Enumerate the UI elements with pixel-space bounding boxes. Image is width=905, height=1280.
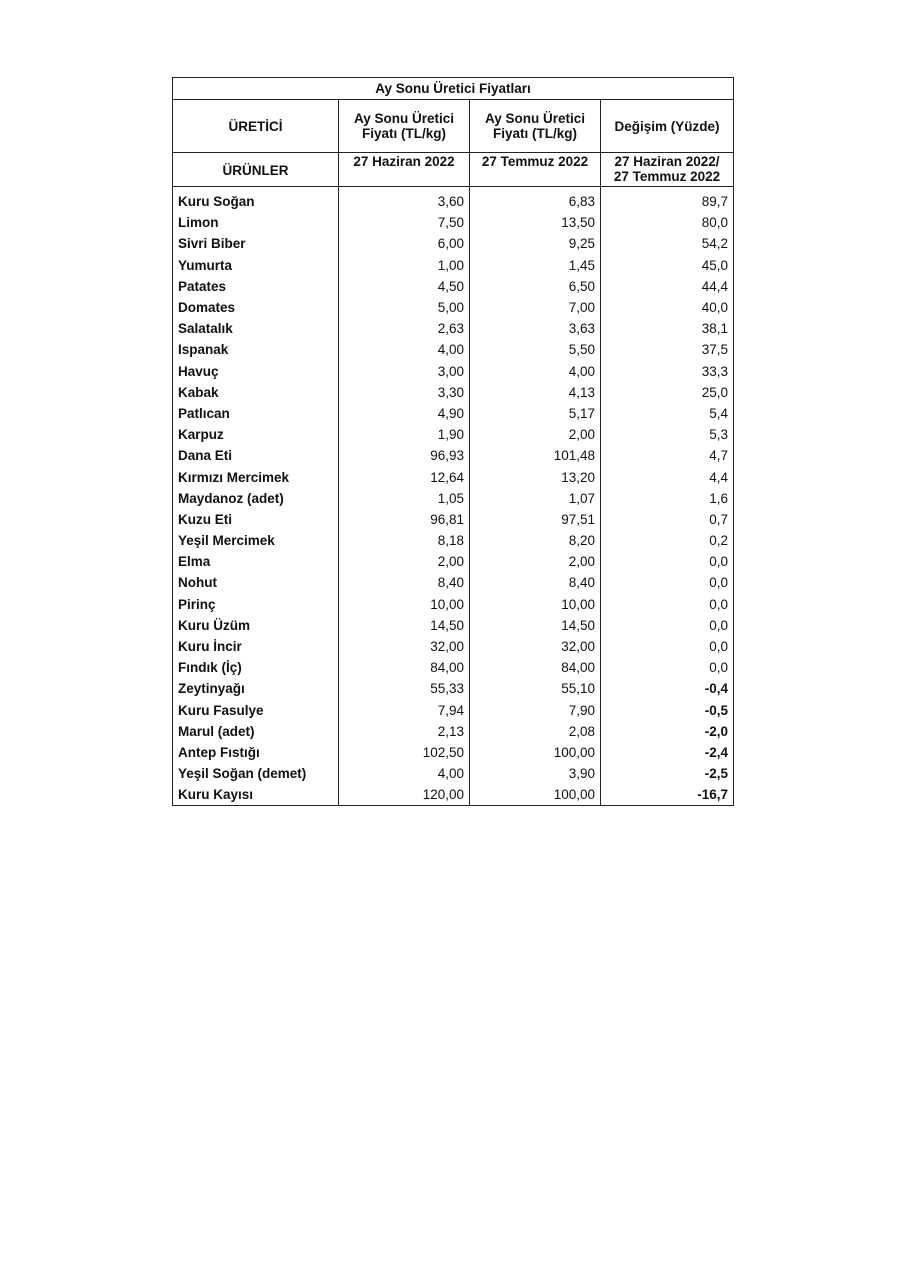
table-row	[173, 488, 734, 509]
july-price-cell: 1,45	[470, 255, 601, 276]
change-cell: 1,6	[601, 488, 734, 509]
june-price-cell: 1,00	[339, 255, 470, 276]
july-price-cell: 9,25	[470, 233, 601, 254]
july-price-cell: 7,00	[470, 297, 601, 318]
table-row	[173, 403, 734, 424]
table-row	[173, 678, 734, 699]
table-title: Ay Sonu Üretici Fiyatları	[173, 78, 734, 100]
june-price-cell: 1,05	[339, 488, 470, 509]
june-price-cell: 96,81	[339, 509, 470, 530]
product-name-cell: Salatalık	[173, 318, 339, 339]
change-cell: 0,0	[601, 615, 734, 636]
change-cell: 0,0	[601, 636, 734, 657]
table-row	[173, 318, 734, 339]
change-cell: 33,3	[601, 361, 734, 382]
product-name-cell: Elma	[173, 551, 339, 572]
product-name-cell: Limon	[173, 212, 339, 233]
table-row	[173, 191, 734, 212]
product-name-cell: Yeşil Soğan (demet)	[173, 763, 339, 784]
product-name-cell: Ispanak	[173, 339, 339, 360]
table-row	[173, 466, 734, 487]
table-row	[173, 530, 734, 551]
product-name-cell: Nohut	[173, 572, 339, 593]
june-price-header: Ay Sonu Üretici Fiyatı (TL/kg)	[339, 100, 470, 153]
july-price-cell: 13,20	[470, 466, 601, 487]
table-row	[173, 763, 734, 784]
july-price-cell: 84,00	[470, 657, 601, 678]
july-price-cell: 2,00	[470, 551, 601, 572]
table-row	[173, 509, 734, 530]
change-cell: -2,4	[601, 742, 734, 763]
change-cell: 0,0	[601, 657, 734, 678]
table-row	[173, 276, 734, 297]
june-price-cell: 4,00	[339, 763, 470, 784]
table-row	[173, 255, 734, 276]
change-cell: -0,5	[601, 700, 734, 721]
july-price-cell: 8,40	[470, 572, 601, 593]
june-price-cell: 8,40	[339, 572, 470, 593]
june-price-cell: 102,50	[339, 742, 470, 763]
june-price-cell: 7,50	[339, 212, 470, 233]
product-name-cell: Kuru İncir	[173, 636, 339, 657]
producer-header: ÜRETİCİ	[173, 100, 339, 153]
change-cell: 0,0	[601, 551, 734, 572]
july-price-cell: 97,51	[470, 509, 601, 530]
product-name-cell: Yeşil Mercimek	[173, 530, 339, 551]
product-name-cell: Domates	[173, 297, 339, 318]
product-name-cell: Fındık (İç)	[173, 657, 339, 678]
july-price-cell: 14,50	[470, 615, 601, 636]
june-price-cell: 10,00	[339, 594, 470, 615]
product-name-cell: Havuç	[173, 361, 339, 382]
product-name-cell: Kırmızı Mercimek	[173, 466, 339, 487]
june-price-cell: 4,90	[339, 403, 470, 424]
july-price-cell: 2,00	[470, 424, 601, 445]
change-cell: 38,1	[601, 318, 734, 339]
change-cell: 25,0	[601, 382, 734, 403]
june-price-cell: 4,00	[339, 339, 470, 360]
june-price-cell: 6,00	[339, 233, 470, 254]
table-row	[173, 615, 734, 636]
table-body	[173, 78, 734, 806]
change-cell: 45,0	[601, 255, 734, 276]
change-cell: 5,4	[601, 403, 734, 424]
product-name-cell: Pirinç	[173, 594, 339, 615]
change-cell: 0,7	[601, 509, 734, 530]
table-title-row	[173, 78, 734, 100]
table-row	[173, 424, 734, 445]
july-date-header: 27 Temmuz 2022	[470, 153, 601, 187]
june-price-cell: 3,30	[339, 382, 470, 403]
july-price-cell: 5,50	[470, 339, 601, 360]
table-row	[173, 551, 734, 572]
table-row	[173, 361, 734, 382]
july-price-cell: 3,63	[470, 318, 601, 339]
producer-price-table	[172, 77, 734, 806]
june-price-cell: 32,00	[339, 636, 470, 657]
june-price-cell: 3,00	[339, 361, 470, 382]
header-row	[173, 100, 734, 153]
product-name-cell: Zeytinyağı	[173, 678, 339, 699]
june-price-cell: 3,60	[339, 191, 470, 212]
product-name-cell: Kuru Fasulye	[173, 700, 339, 721]
june-price-cell: 2,13	[339, 721, 470, 742]
product-name-cell: Antep Fıstığı	[173, 742, 339, 763]
july-price-cell: 100,00	[470, 784, 601, 806]
table-row	[173, 657, 734, 678]
change-cell: 4,4	[601, 466, 734, 487]
date-range-header: 27 Haziran 2022/ 27 Temmuz 2022	[601, 153, 734, 187]
july-price-cell: 3,90	[470, 763, 601, 784]
july-price-cell: 4,00	[470, 361, 601, 382]
change-cell: 5,3	[601, 424, 734, 445]
july-price-cell: 6,83	[470, 191, 601, 212]
product-name-cell: Kabak	[173, 382, 339, 403]
july-price-cell: 10,00	[470, 594, 601, 615]
july-price-cell: 2,08	[470, 721, 601, 742]
june-price-cell: 2,63	[339, 318, 470, 339]
june-price-cell: 1,90	[339, 424, 470, 445]
change-cell: 0,0	[601, 572, 734, 593]
july-price-cell: 55,10	[470, 678, 601, 699]
product-name-cell: Karpuz	[173, 424, 339, 445]
change-cell: 0,2	[601, 530, 734, 551]
product-name-cell: Sivri Biber	[173, 233, 339, 254]
july-price-cell: 6,50	[470, 276, 601, 297]
june-price-cell: 8,18	[339, 530, 470, 551]
june-price-cell: 7,94	[339, 700, 470, 721]
products-header: ÜRÜNLER	[173, 153, 339, 187]
change-cell: -2,0	[601, 721, 734, 742]
change-cell: 44,4	[601, 276, 734, 297]
table-row	[173, 742, 734, 763]
change-cell: 40,0	[601, 297, 734, 318]
table-row	[173, 382, 734, 403]
june-price-cell: 12,64	[339, 466, 470, 487]
july-price-cell: 13,50	[470, 212, 601, 233]
table-row	[173, 636, 734, 657]
change-cell: 80,0	[601, 212, 734, 233]
change-cell: -2,5	[601, 763, 734, 784]
june-price-cell: 14,50	[339, 615, 470, 636]
product-name-cell: Kuru Üzüm	[173, 615, 339, 636]
change-cell: 37,5	[601, 339, 734, 360]
table-row	[173, 700, 734, 721]
table-row	[173, 445, 734, 466]
table-row	[173, 572, 734, 593]
product-name-cell: Patates	[173, 276, 339, 297]
product-name-cell: Kuru Kayısı	[173, 784, 339, 806]
july-price-cell: 7,90	[470, 700, 601, 721]
table-row	[173, 297, 734, 318]
july-price-header: Ay Sonu Üretici Fiyatı (TL/kg)	[470, 100, 601, 153]
change-cell: 0,0	[601, 594, 734, 615]
product-name-cell: Dana Eti	[173, 445, 339, 466]
june-price-cell: 5,00	[339, 297, 470, 318]
june-price-cell: 55,33	[339, 678, 470, 699]
change-cell: 54,2	[601, 233, 734, 254]
change-header: Değişim (Yüzde)	[601, 100, 734, 153]
june-price-cell: 96,93	[339, 445, 470, 466]
july-price-cell: 8,20	[470, 530, 601, 551]
june-price-cell: 120,00	[339, 784, 470, 806]
june-date-header: 27 Haziran 2022	[339, 153, 470, 187]
product-name-cell: Maydanoz (adet)	[173, 488, 339, 509]
product-name-cell: Kuzu Eti	[173, 509, 339, 530]
july-price-cell: 32,00	[470, 636, 601, 657]
product-name-cell: Patlıcan	[173, 403, 339, 424]
change-cell: 4,7	[601, 445, 734, 466]
change-cell: -0,4	[601, 678, 734, 699]
july-price-cell: 1,07	[470, 488, 601, 509]
table-row	[173, 784, 734, 806]
change-cell: 89,7	[601, 191, 734, 212]
table-row	[173, 212, 734, 233]
table-row	[173, 721, 734, 742]
product-name-cell: Yumurta	[173, 255, 339, 276]
product-name-cell: Marul (adet)	[173, 721, 339, 742]
date-header-row	[173, 153, 734, 187]
change-cell: -16,7	[601, 784, 734, 806]
product-name-cell: Kuru Soğan	[173, 191, 339, 212]
june-price-cell: 2,00	[339, 551, 470, 572]
june-price-cell: 84,00	[339, 657, 470, 678]
table-row	[173, 233, 734, 254]
july-price-cell: 4,13	[470, 382, 601, 403]
july-price-cell: 5,17	[470, 403, 601, 424]
table-row	[173, 339, 734, 360]
june-price-cell: 4,50	[339, 276, 470, 297]
july-price-cell: 100,00	[470, 742, 601, 763]
july-price-cell: 101,48	[470, 445, 601, 466]
table-row	[173, 594, 734, 615]
